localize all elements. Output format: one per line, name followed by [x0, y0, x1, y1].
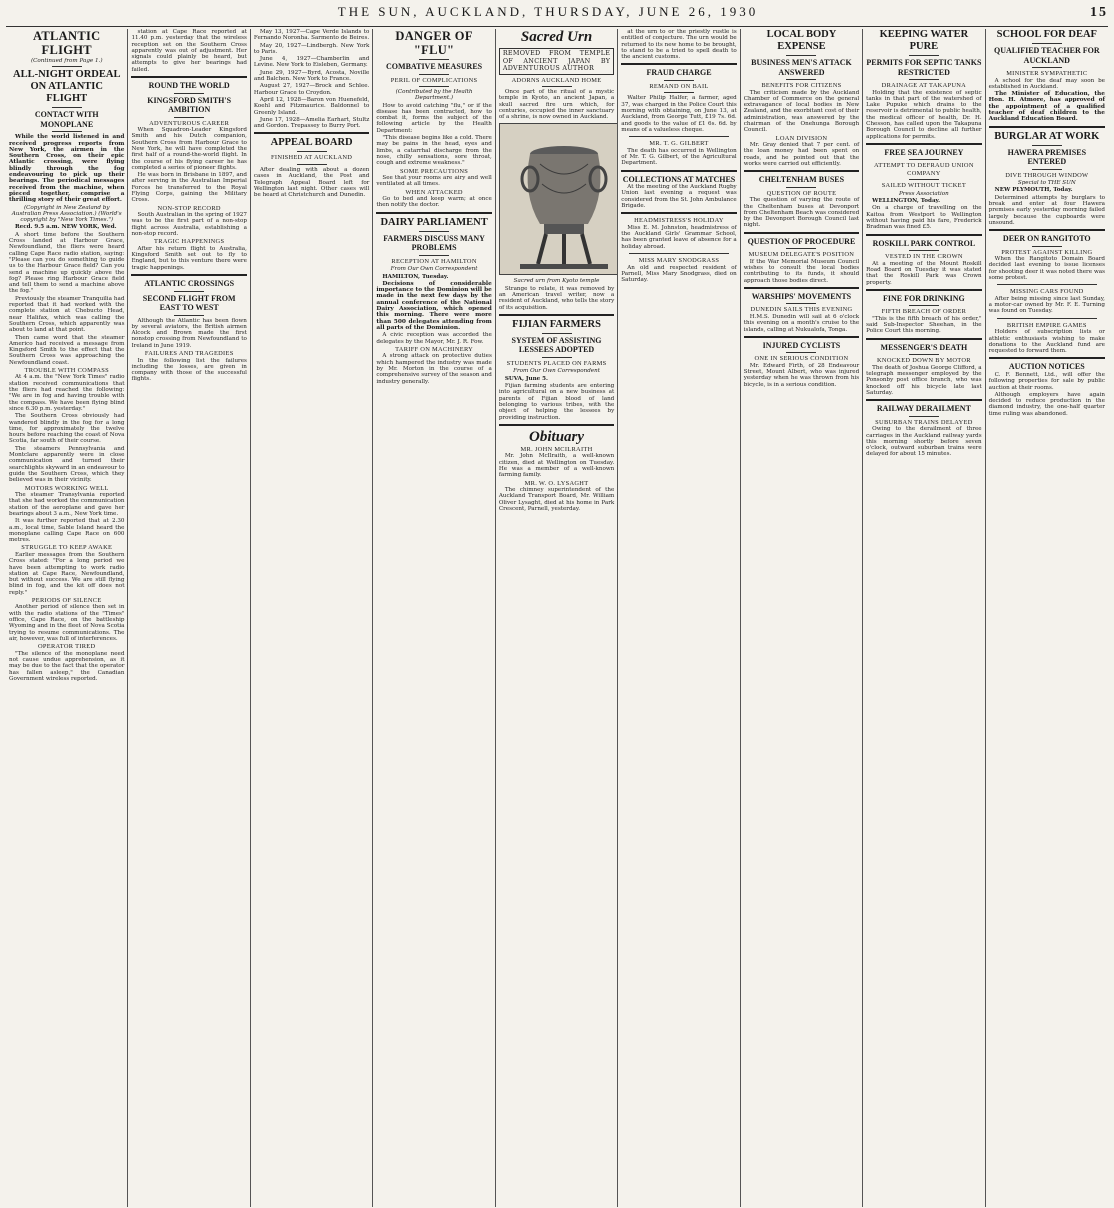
headline-railway-derailment: RAILWAY DERAILMENT	[876, 404, 971, 414]
dateline: WELLINGTON, Today.	[872, 198, 941, 205]
divider	[786, 248, 816, 249]
subhead: PROTEST AGAINST KILLING	[1001, 248, 1093, 256]
paragraph: Mr. Gray denied that 7 per cent. of the loan money had been spent on roads, and he pointed out that the works were carried out efficiently.	[743, 142, 860, 167]
headline-combative-measures: COMBATIVE MEASURES	[386, 62, 483, 71]
headline-second-flight: SECOND FLIGHT FROM EAST TO WEST	[142, 293, 236, 313]
subhead: RECEPTION AT HAMILTON	[391, 257, 477, 265]
paragraph: C. F. Bennett, Ltd., will offer the following properties for sale by public auction at their rooms.	[988, 371, 1105, 391]
divider	[621, 212, 736, 214]
headline-danger-of-flu: DANGER OF "FLU"	[395, 29, 473, 57]
headline-free-sea-journey: FREE SEA JOURNEY	[884, 147, 964, 157]
divider	[629, 136, 728, 137]
paragraph: station at Cape Race reported at 11.40 p.m. yesterday that the wireless reception set on the Southern Cross apparently was out of adjustment. Her signals could plainly be heard, but attempts to give her bearings had failed.	[131, 29, 247, 73]
headline-warships: WARSHIPS' MOVEMENTS	[751, 291, 852, 301]
headline-kingsford-ambition: KINGSFORD SMITH'S AMBITION	[147, 95, 232, 115]
subhead: MOTORS WORKING WELL	[24, 484, 109, 492]
divider	[786, 55, 816, 56]
paragraph: Although employers have again decided to reduce production in the diamond industry, the one-half quarter time ruling was abandoned.	[988, 391, 1105, 417]
paragraph: After dealing with about a dozen cases in Auckland, the Post and Telegraph Appeal Board left for Wellington last night. Other cases will be heard at Christchurch and Dunedin.	[253, 166, 370, 199]
column-2	[128, 29, 250, 1207]
subhead: OPERATOR TIRED	[38, 643, 96, 651]
divider	[1032, 43, 1062, 44]
headline-messengers-death: MESSENGER'S DEATH	[880, 342, 968, 352]
paragraph: When Squadron-Leader Kingsford Smith and his Dutch companion, Southern Cross from Harbour Grace to New York, he will have completed the first half of a round-the-world flight. In the course of his flying career he has completed a series of pioneer flights.	[131, 127, 247, 171]
paragraph: Fijian farming students are entering into agricultural on a new business at parents of Fijian blood of land belonging to various tribes, with the object of helping the lessees by providing instruction.	[498, 383, 615, 421]
photo-caption: Sacred urn from Kyoto temple	[513, 278, 600, 285]
subhead: ONE IN SERIOUS CONDITION	[754, 355, 849, 363]
paragraph: At 4 a.m. the "New York Times" radio station received communications that the fliers had reached the following: "We are in fog and having trouble with the compass. We have been flying blind since 6.30 p.m. yesterday."	[9, 374, 125, 412]
headline-all-night-ordeal: ALL-NIGHT ORDEAL ON ATLANTIC FLIGHT	[13, 69, 121, 105]
column-9	[986, 29, 1108, 1207]
paragraph: Then came word that the steamer Americo had received a message from Kingsford Smith to the effect that the Southern Cross was approaching the Newfoundland coast.	[9, 334, 125, 366]
subhead: MR. JOHN MCILRAITH	[520, 445, 593, 453]
divider	[664, 92, 694, 93]
divider	[909, 159, 939, 160]
divider	[621, 170, 736, 172]
subhead: STUDENTS PLACED ON FARMS	[506, 359, 607, 367]
paragraph: June 29, 1927—Byrd, Acosta, Noville and Balchen. New York to France.	[253, 69, 370, 83]
dateline: HAMILTON, Tuesday.	[382, 273, 449, 280]
divider	[542, 86, 572, 87]
paragraph: The death of Joshua George Clifford, a telegraph messenger employed by the Ponsonby post office branch, who was knocked off his bicycle late last Saturday.	[866, 364, 982, 396]
column-3	[251, 29, 373, 1207]
subhead: VESTED IN THE CROWN	[884, 253, 963, 261]
subhead: LOAN DIVISION	[775, 134, 828, 142]
subhead: MR. T. G. GILBERT	[649, 140, 709, 148]
paragraph: He was born in Brisbane in 1897, and after serving in the Australian Imperial Forces he transferred to the Royal Flying Corps, gaining the Military Cross.	[131, 172, 247, 204]
masthead-title: THE SUN, AUCKLAND, THURSDAY, JUNE 26, 1930	[337, 4, 759, 19]
paragraph: Once part of the ritual of a mystic temple in Kyoto, an ancient Japan, a skull sacred fire urn which, for centuries, occupied the inner sanctuary of a shrine, is now owned in Auckland.	[498, 89, 615, 121]
subhead: SAILED WITHOUT TICKET	[881, 182, 967, 190]
paragraph: Although the Atlantic has been flown by several aviators, the British airmen Alcock and Brown made the first nonstop crossing from Newfoundland to Ireland in June 1919.	[131, 317, 247, 349]
divider	[499, 314, 614, 316]
article-lede: While the world listened in and received progress reports from New York, the airmen in the Southern Cross, on their epic Atlantic crossing, were flying blindly through the fog endeavouring to pick up their bearings. The periodical messages received from the machine, when pieced together, comprise a thrilling story of their great effort.	[9, 134, 125, 204]
paragraph: "This is the fifth breach of his order," said Sub-Inspector Sheehan, in the Police Court this morning.	[866, 315, 982, 335]
paragraph: Walter Philip Halfer, a farmer, aged 37, was charged in the Police Court this morning with obtaining, on June 13, at Auckland, from George Tutt, £19 7s. 6d. and goods to the value of £1 6s. 6d. by means of a valueless cheque.	[621, 95, 737, 133]
copyright-note: (Copyright in New Zealand by Australian Press Association.) (World's copyright by "New York Times.")	[11, 204, 122, 224]
divider	[989, 357, 1105, 359]
divider	[174, 291, 204, 292]
paragraph: A school for the deaf may soon be established in Auckland.	[988, 77, 1105, 90]
divider	[419, 74, 449, 75]
byline: Press Association	[899, 190, 949, 197]
subhead: ADVENTUROUS CAREER	[149, 119, 230, 127]
divider	[909, 179, 939, 180]
divider	[1032, 169, 1062, 170]
divider	[419, 231, 449, 232]
continued-note: (Continued from Page 1.)	[30, 58, 103, 64]
page-number: 15	[1090, 5, 1108, 20]
headline-qualified-teacher: QUALIFIED TEACHER FOR AUCKLAND	[993, 46, 1100, 65]
paragraph: If the War Memorial Museum Council wishes to consult the local bodies contributing to its funds, it should approach those bodies direct.	[743, 258, 860, 284]
divider	[744, 287, 859, 289]
divider	[866, 338, 981, 340]
paragraph: The Minister of Education, the Hon. H. Atmore, has approved of the appointment of a qualified teacher of deaf children to the Auckland Education Board.	[988, 91, 1105, 123]
subhead: WHEN ATTACKED	[405, 188, 463, 196]
divider	[909, 305, 939, 306]
subhead: HEADMISTRESS'S HOLIDAY	[634, 217, 724, 225]
byline: Special to THE SUN	[1017, 180, 1076, 187]
columns	[6, 29, 1108, 1207]
headline-injured-cyclists: INJURED CYCLISTS	[762, 340, 841, 350]
divider	[786, 79, 816, 80]
paragraph: The death has occurred in Wellington of Mr. T. G. Gilbert, of the Agricultural Department.	[621, 147, 737, 167]
subhead: NON-STOP RECORD	[157, 204, 221, 212]
subhead: ATTEMPT TO DEFRAUD UNION COMPANY	[874, 162, 974, 177]
divider	[744, 170, 859, 172]
headline-farmers-discuss: FARMERS DISCUSS MANY PROBLEMS	[383, 233, 485, 253]
divider	[629, 253, 728, 254]
headline-collections-matches: COLLECTIONS AT MATCHES	[622, 174, 736, 184]
divider	[989, 229, 1105, 231]
divider	[131, 76, 246, 78]
paragraph: A short time before the Southern Cross landed at Harbour Grace, Newfoundland, the fliers were heard calling Cape Race radio station, saying: "Please can you do something to guide us to the Harbour Grace field? Can you send a machine up quickly above the fog? Please ring Harbour Grace field and tell them to send a machine above the fog."	[9, 231, 125, 295]
paragraph: At a meeting of the Mount Roskill Road Board on Tuesday it was stated that the Roskill Park was Crown property.	[866, 260, 982, 286]
headline-dairy-parliament: DAIRY PARLIAMENT	[380, 216, 488, 228]
subhead: PERIL OF COMPLICATIONS	[390, 76, 478, 84]
dateline: NEW PLYMOUTH, Today.	[994, 187, 1073, 194]
paragraph: Earlier messages from the Southern Cross stated: "For a long period we have been attempting to work radio station at Cape Race, Newfoundland, but without success. We are still flying blind in fog, and the kit off does not reply."	[9, 551, 125, 596]
paragraph: It was further reported that at 2.30 a.m., local time, Sable Island heard the monoplane calling Cape Race on 600 metres.	[9, 518, 125, 544]
column-6	[618, 29, 740, 1207]
divider	[664, 80, 694, 81]
paragraph: Another period of silence then set in with the radio stations of the "Times" office, Cape Race, on the battleship Wyoming and in the fleet of Nova Scotia trying to resume communications. The air, however, was full of interferences.	[9, 604, 125, 642]
divider	[174, 315, 204, 316]
divider	[376, 212, 491, 214]
paragraph: Miss E. M. Johnston, headmistress of the Auckland Girls' Grammar School, has been granted leave of absence for a holiday abroad.	[621, 224, 737, 250]
byline: (Contributed by the Health Department.)	[395, 89, 473, 102]
divider	[866, 399, 981, 401]
subhead: TROUBLE WITH COMPASS	[24, 366, 109, 374]
headline-permits-septic: PERMITS FOR SEPTIC TANKS RESTRICTED	[866, 58, 982, 77]
divider	[909, 416, 939, 417]
masthead	[6, 4, 1108, 27]
divider	[419, 255, 449, 256]
divider	[419, 86, 449, 87]
paragraph: The Southern Cross obviously had wandered blindly in the fog for a long time, for approximately the twelve hours before reaching the coast of Nova Scotia, far south of their course.	[9, 413, 125, 445]
subhead: MISSING CARS FOUND	[1010, 288, 1084, 296]
headline-keeping-water-pure: KEEPING WATER PURE	[879, 29, 969, 52]
paragraph: Holding that the existence of septic tanks in that part of the watershed of Lake Pupuke which drains to the reservoir is detrimental to public health, the medical officer of health, Dr. H. Chesson, has called upon the Takapuna Borough Council to decline all further applications for permits.	[866, 89, 982, 140]
divider	[499, 424, 614, 426]
headline-burglar-at-work: BURGLAR AT WORK	[994, 130, 1100, 142]
divider	[786, 187, 816, 188]
subhead: FINISHED AT AUCKLAND	[271, 154, 353, 162]
headline-atlantic-flight: ATLANTIC FLIGHT	[32, 29, 101, 57]
headline-cheltenham-buses: CHELTENHAM BUSES	[758, 175, 845, 185]
divider	[1032, 145, 1062, 146]
headline-fine-drinking: FINE FOR DRINKING	[883, 293, 965, 303]
headline-hawera-premises: HAWERA PREMISES ENTERED	[1007, 147, 1087, 167]
divider	[52, 131, 82, 132]
paragraph: On a charge of travelling on the Kaitoa from Westport to Wellington without having paid his fare, Frederick Bradman was fined £5.	[866, 205, 982, 231]
divider	[52, 66, 82, 67]
headline-obituary: Obituary	[529, 428, 585, 445]
byline: From Our Own Correspondent	[390, 266, 478, 273]
divider	[866, 143, 981, 145]
subhead: MINISTER SYMPATHETIC	[1006, 70, 1088, 77]
paragraph: Decisions of considerable importance to the Dominion will be made in the next few days by the annual conference of the National Dairy Association, which opened this morning. There were more than 500 delegates attending from all parts of the Dominion.	[376, 280, 492, 331]
paragraph: When the Rangitoto Domain Board decided last evening to issue licenses for shooting deer it was noted there was some protest.	[988, 256, 1105, 282]
subhead: TRAGIC HAPPENINGS	[154, 238, 225, 246]
subhead: PERIODS OF SILENCE	[31, 596, 102, 604]
paragraph: May 13, 1927—Cape Verde Islands to Fernando Noronha. Sarmento de Beires.	[253, 29, 370, 42]
paragraph: After his return flight to Australia, Kingsford Smith set out to fly to England, but to this venture there were tragic happenings.	[131, 245, 247, 271]
subhead: BRITISH EMPIRE GAMES	[1006, 321, 1087, 329]
paragraph: The steamers Pennsylvania and Montclare apparently were in close communication and turned their searchlights skyward in an endeavour to guide the Southern Cross, which they believed was in their vicinity.	[9, 445, 125, 484]
subhead: STRUGGLE TO KEEP AWAKE	[21, 544, 113, 552]
divider	[997, 318, 1097, 319]
subhead: KNOCKED DOWN BY MOTOR	[876, 357, 971, 365]
paragraph: The criticism made by the Auckland Chamber of Commerce on the general extravagance of local bodies in New Zealand, and the exorbitant cost of their administration, was answered by the chairman of the Onehunga Borough Council.	[743, 89, 860, 134]
headline-fraud-charge: FRAUD CHARGE	[646, 68, 712, 78]
paragraph: Owing to the derailment of three carriages in the Auckland railway yards this morning shortly before seven o'clock, outward suburban trains were delayed for about 15 minutes.	[866, 426, 982, 458]
paragraph: Mr. John McIlraith, a well-known citizen, died at Wellington on Tuesday. He was a member of a well-known farming family.	[498, 453, 615, 479]
paragraph: Determined attempts by burglars to break and enter at four Hawera premises early yesterday morning failed largely because the cupboards were unsound.	[988, 194, 1105, 226]
subhead: FIFTH BREACH OF ORDER	[881, 308, 967, 316]
subhead: TARIFF ON MACHINERY	[395, 345, 474, 353]
dateline: Recd. 9.5 a.m. NEW YORK, Wed.	[15, 224, 117, 231]
paragraph: How to avoid catching "flu," or if the disease has been contracted, how to combat it, forms the subject of the following article by the Health Department:	[376, 102, 492, 134]
divider	[989, 126, 1105, 128]
subhead: DUNEDIN SAILS THIS EVENING	[750, 306, 853, 314]
paragraph: A strong attack on protective duties which hampered the industry was made by Mr. Morton in the course of a comprehensive survey of the season and industry generally.	[376, 353, 492, 385]
paragraph: Go to bed and keep warm; at once then notify the doctor.	[376, 196, 492, 209]
headline-atlantic-crossings: ATLANTIC CROSSINGS	[144, 279, 235, 289]
paragraph: Previously the steamer Tranquilia had reported that it had worked with the complete station at Chebucto Head, near Halifax, which was calling the Southern Cross, which apparently was about to land at that point.	[9, 295, 125, 334]
subhead: MUSEUM DELEGATE'S POSITION	[748, 251, 855, 259]
divider	[297, 151, 327, 152]
paragraph: In the following list the failures including the losses, are given in company with those of the successful flights.	[131, 357, 247, 383]
paragraph: The chimney superintendent of the Auckland Transport Board, Mr. William Oliver Lysaght, died at his home in Park Crescent, Parnell, yesterday.	[498, 487, 615, 512]
divider	[786, 352, 816, 353]
headline-question-procedure: QUESTION OF PROCEDURE	[747, 236, 856, 246]
paragraph: "The silence of the monoplane need not cause undue apprehension, as it may be due to the fact that the operator has fallen asleep," the Canadian Government wireless reported.	[9, 650, 125, 682]
headline-local-body-expense: LOCAL BODY EXPENSE	[766, 29, 837, 52]
paragraph: May 20, 1927—Lindbergh. New York to Paris.	[253, 42, 370, 55]
headline-round-the-world: ROUND THE WORLD	[148, 81, 230, 91]
divider	[254, 132, 369, 134]
subhead: MR. W. O. LYSAGHT	[524, 479, 589, 487]
subhead: SUBURBAN TRAINS DELAYED	[875, 418, 973, 426]
divider	[786, 303, 816, 304]
paragraph: at the urn to or the priestly rustle is entitled of conjecture. The urn would be returned to its new home to be brought, to stand to be a tried to spell death to the ancient customs.	[621, 29, 737, 61]
paragraph: The steamer Transylvania reported that she had worked the communication station of the aeroplane and gave her bearings about 3 a.m., New York time.	[9, 492, 125, 517]
headline-business-attack: BUSINESS MEN'S ATTACK ANSWERED	[751, 58, 852, 77]
divider	[866, 289, 981, 291]
divider	[297, 164, 327, 165]
divider	[52, 107, 82, 108]
divider	[131, 274, 246, 276]
divider	[1032, 67, 1062, 68]
paragraph: South Australian in the spring of 1927 was to be the first part of a non-stop flight across Australia, establishing a non-stop record.	[131, 212, 247, 238]
column-5	[496, 29, 618, 1207]
headline-auction-notices: AUCTION NOTICES	[1008, 362, 1085, 372]
divider	[174, 117, 204, 118]
paragraph: "This disease begins like a cold. There may be pains in the head, eyes and limbs, a catarrhal discharge from the nose, chilly sensations, sore throat, cough and extreme weakness."	[376, 135, 492, 167]
column-1	[6, 29, 128, 1207]
subhead: QUESTION OF ROUTE	[766, 189, 837, 197]
headline-contact-monoplane: CONTACT WITH MONOPLANE	[34, 110, 99, 129]
urn-photo	[499, 123, 618, 275]
subhead: BENEFITS FOR CITIZENS	[761, 82, 842, 89]
paragraph: See that your rooms are airy and well ventilated at all times.	[376, 175, 492, 188]
divider	[866, 234, 981, 236]
headline-system-assisting: SYSTEM OF ASSISTING LESSEES ADOPTED	[511, 335, 602, 355]
paragraph: A civic reception was accorded the delegates by the Mayor, Mr. J. R. Fow.	[376, 332, 492, 345]
divider	[621, 63, 736, 65]
paragraph: At the meeting of the Auckland Rugby Union last evening a request was considered from the St. John Ambulance Brigade.	[621, 184, 737, 210]
headline-fijian-farmers: FIJIAN FARMERS	[512, 318, 601, 330]
subhead: FAILURES AND TRAGEDIES	[144, 350, 234, 357]
headline-box: REMOVED FROM TEMPLE OF ANCIENT JAPAN BY ADVENTUROUS AUTHOR	[499, 48, 614, 75]
column-8	[863, 29, 985, 1207]
headline-deer-rangitoto: DEER ON RANGITOTO	[1002, 234, 1091, 244]
paragraph: Mr. Edward Firth, of 28 Endeavour Street, Mount Albert, who was injured yesterday when he was thrown from his bicycle, is in a serious condition.	[743, 362, 860, 388]
divider	[997, 284, 1097, 285]
subhead: REMAND ON BAIL	[649, 82, 709, 90]
headline-sacred-urn: Sacred Urn	[520, 29, 593, 45]
divider	[419, 59, 449, 60]
paragraph: Holders of subscription lists or athletic enthusiasts wishing to make donations to the Auckland fund are requested to forward them.	[988, 329, 1105, 355]
dateline: SUVA, June 5.	[504, 375, 548, 382]
subhead: MISS MARY SNODGRASS	[638, 257, 720, 265]
paragraph: June 17, 1928—Amelia Earhart, Stultz and Gordon. Trepassey to Burry Port.	[253, 116, 370, 130]
column-7	[741, 29, 863, 1207]
paragraph: The question of varying the route of the Cheltenham buses at Devonport from Cheltenham Beach was considered by the Devonport Borough Council last night.	[743, 197, 860, 229]
divider	[542, 333, 572, 334]
divider	[909, 354, 939, 355]
divider	[909, 250, 939, 251]
divider	[174, 93, 204, 94]
subhead: DRAINAGE AT TAKAPUNA	[881, 82, 967, 89]
divider	[909, 55, 939, 56]
paragraph: H.M.S. Dunedin will sail at 6 o'clock this evening on a month's cruise to the islands, calling at Nukualofa, Tonga.	[743, 313, 860, 333]
subhead: DIVE THROUGH WINDOW	[1005, 171, 1089, 179]
headline-roskill-park: ROSKILL PARK CONTROL	[872, 238, 976, 248]
paragraph: Strange to relate, it was removed by an American travel writer, now a resident of Auckland, who tells the story of its acquisition.	[498, 285, 615, 311]
column-4	[373, 29, 495, 1207]
subhead: SOME PRECAUTIONS	[399, 167, 469, 175]
headline-appeal-board: APPEAL BOARD	[270, 137, 353, 149]
paragraph: An old and respected resident of Parnell, Miss Mary Snodgrass, died on Saturday.	[621, 264, 737, 284]
divider	[542, 357, 572, 358]
paragraph: April 12, 1928—Baron von Huenefeld, Koehl and Fitzmaurice. Baldonnel to Greenly Island.	[253, 96, 370, 116]
paragraph: June 4, 1927—Chamberlin and Levine. New York to Eisleben, Germany.	[253, 56, 370, 69]
subhead: ADORNS AUCKLAND HOME	[511, 76, 602, 84]
divider	[744, 336, 859, 338]
byline: From Our Own Correspondent	[513, 368, 600, 375]
divider	[744, 232, 859, 234]
divider	[1032, 246, 1062, 247]
divider	[909, 79, 939, 80]
headline-school-for-deaf: SCHOOL FOR DEAF	[996, 29, 1097, 40]
paragraph: August 27, 1927—Brock and Schlee. Harbour Grace to Croydon.	[253, 83, 370, 96]
paragraph: After being missing since last Sunday, a motor-car owned by Mr. F. E. Turning was found on Tuesday.	[988, 295, 1105, 315]
